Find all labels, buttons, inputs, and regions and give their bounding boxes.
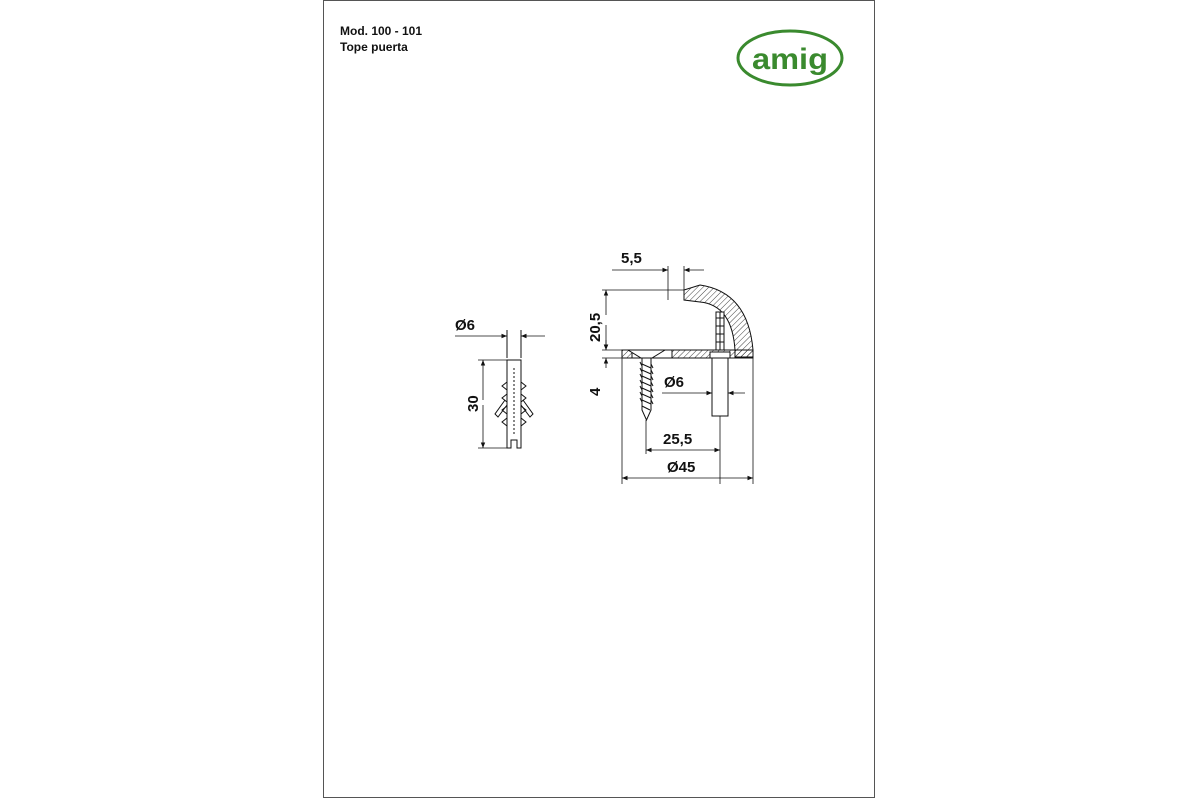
door-stop xyxy=(622,285,753,420)
cap-offset-label: 5,5 xyxy=(621,250,642,267)
plug-dimensions xyxy=(455,336,545,448)
plug-length-label: 30 xyxy=(465,395,482,412)
wall-plug xyxy=(495,330,533,448)
pin-offset-label: 25,5 xyxy=(663,431,693,448)
pin-diameter-label: Ø6 xyxy=(664,374,685,391)
overall-diameter-label: Ø45 xyxy=(667,459,696,476)
height-label: 20,5 xyxy=(587,312,604,342)
logo-text: amig xyxy=(752,43,828,76)
model-number: Mod. 100 - 101 xyxy=(340,24,423,38)
amig-logo xyxy=(738,31,842,85)
base-thickness-label: 4 xyxy=(587,387,604,396)
product-name: Tope puerta xyxy=(340,40,408,54)
plug-diameter-label: Ø6 xyxy=(455,317,476,334)
